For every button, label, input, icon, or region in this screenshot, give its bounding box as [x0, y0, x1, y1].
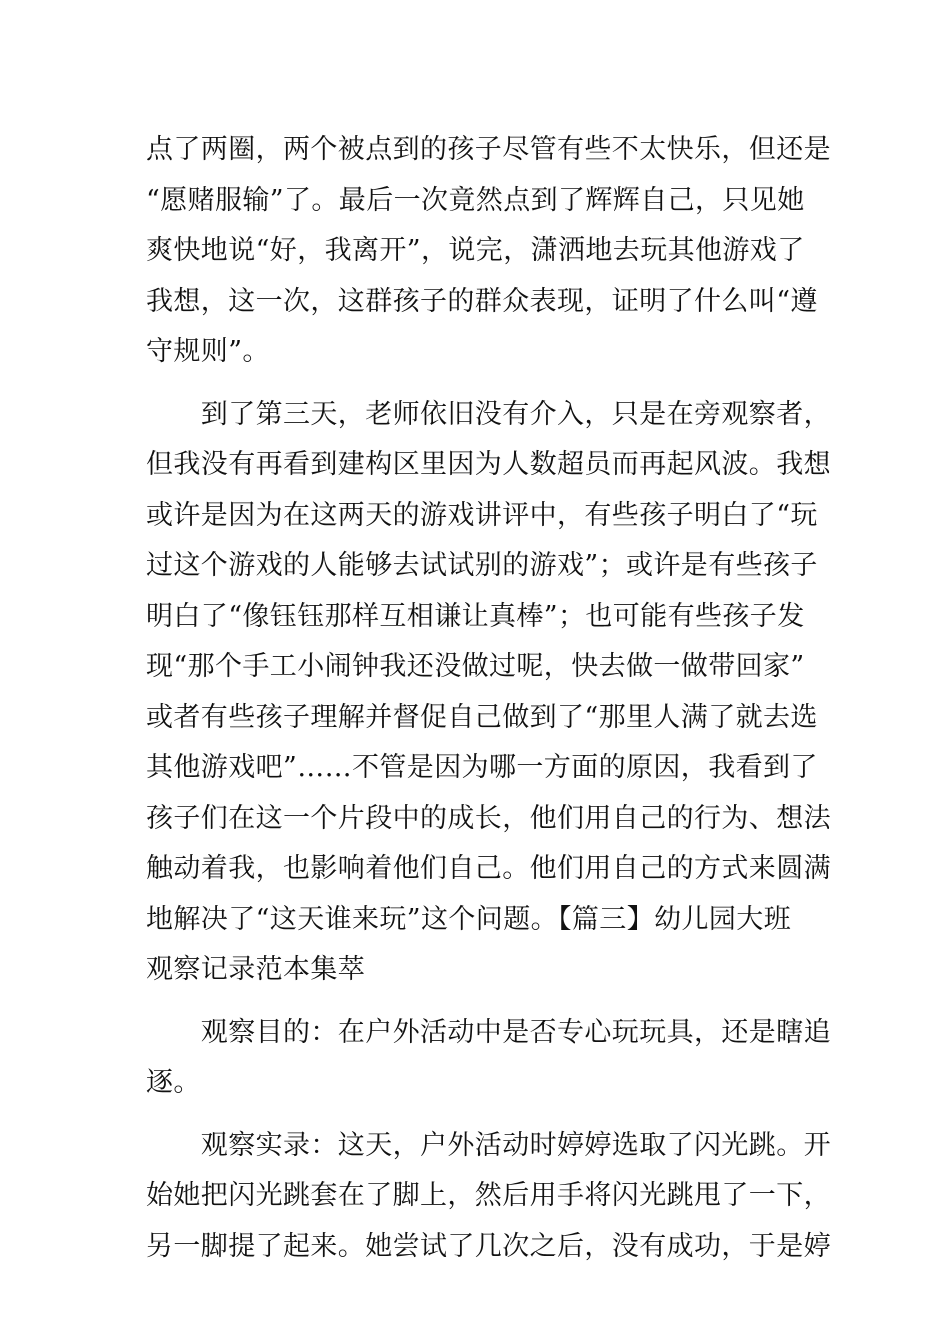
text-line: 其他游戏吧”……不管是因为哪一方面的原因，我看到了: [146, 752, 818, 783]
text-line: 现“那个手工小闹钟我还没做过呢，快去做一做带回家”: [146, 651, 805, 682]
text-line: 观察目的：在户外活动中是否专心玩玩具，还是瞎追: [146, 1016, 831, 1048]
text-line: 点了两圈，两个被点到的孩子尽管有些不太快乐，但还是: [146, 134, 831, 165]
text-line: 另一脚提了起来。她尝试了几次之后，没有成功，于是婷: [146, 1230, 831, 1262]
text-line: 观察记录范本集萃: [146, 954, 366, 985]
text-line: 或者有些孩子理解并督促自己做到了“那里人满了就去选: [146, 701, 818, 733]
paragraph-gap: [146, 378, 806, 390]
text-line: 爽快地说“好，我离开”，说完，潇洒地去玩其他游戏了: [146, 235, 805, 266]
text-line: 或许是因为在这两天的游戏讲评中，有些孩子明白了“玩: [146, 499, 818, 531]
document-body: [146, 125, 831, 1272]
paragraph-gap: [146, 1109, 806, 1121]
text-line: 触动着我，也影响着他们自己。他们用自己的方式来圆满: [146, 853, 831, 884]
text-line: 明白了“像钰钰那样互相谦让真棒”；也可能有些孩子发: [146, 600, 805, 632]
text-line: 孩子们在这一个片段中的成长，他们用自己的行为、想法: [146, 802, 831, 834]
paragraph-gap: [146, 996, 806, 1008]
text-line: “愿赌服输”了。最后一次竟然点到了辉辉自己，只见她: [146, 184, 805, 216]
text-line: 地解决了“这天谁来玩”这个问题。【篇三】幼儿园大班: [146, 903, 792, 935]
text-line: 始她把闪光跳套在了脚上，然后用手将闪光跳甩了一下，: [146, 1180, 831, 1211]
text-line: 观察实录：这天，户外活动时婷婷选取了闪光跳。开: [146, 1129, 831, 1161]
text-line: 我想，这一次，这群孩子的群众表现，证明了什么叫“遵: [146, 285, 818, 317]
text-line: 但我没有再看到建构区里因为人数超员而再起风波。我想: [146, 449, 831, 480]
text-line: 守规则”。: [146, 336, 270, 367]
text-line: 过这个游戏的人能够去试试别的游戏”；或许是有些孩子: [146, 550, 818, 581]
text-line: 到了第三天，老师依旧没有介入，只是在旁观察者，: [146, 398, 831, 430]
text-line: 逐。: [146, 1067, 201, 1098]
